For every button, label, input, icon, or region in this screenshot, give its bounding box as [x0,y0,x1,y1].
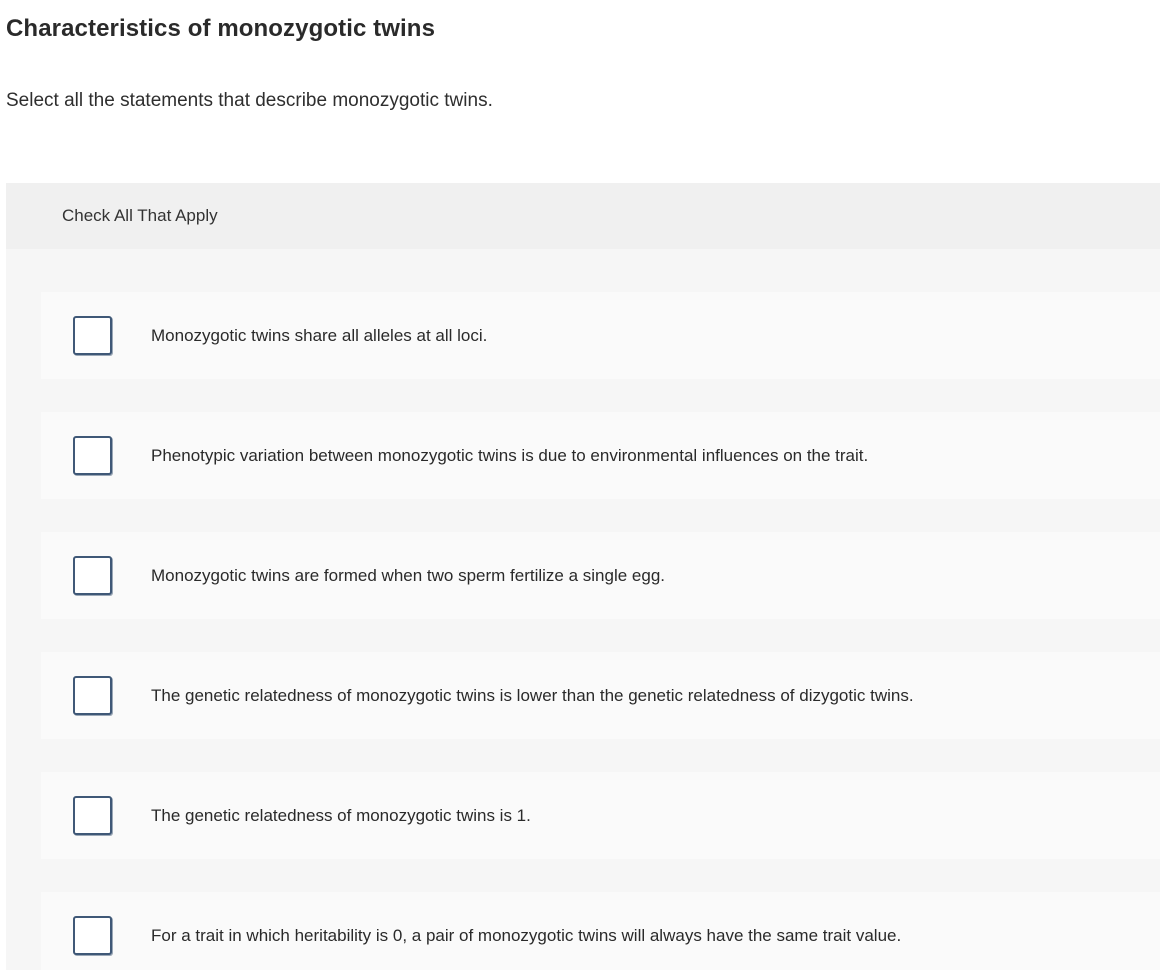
option-row-5[interactable] [41,772,1160,859]
checkbox-4[interactable] [73,676,112,715]
checkbox-1[interactable] [73,316,112,355]
option-label-2[interactable]: Phenotypic variation between monozygotic twins is due to environmental influences on the trait. [151,445,869,465]
option-label-1[interactable]: Monozygotic twins share all alleles at all loci. [151,325,488,345]
option-label-3[interactable]: Monozygotic twins are formed when two sperm fertilize a single egg. [151,565,666,585]
check-all-header: Check All That Apply [6,183,1160,249]
answer-panel [6,183,1160,970]
option-row-3[interactable] [41,532,1160,619]
option-row-1[interactable] [41,292,1160,379]
checkbox-6[interactable] [73,916,112,955]
option-row-4[interactable] [41,652,1160,739]
question-title: Characteristics of monozygotic twins [6,15,436,42]
option-label-6[interactable]: For a trait in which heritability is 0, a pair of monozygotic twins will always have the same trait value. [151,925,902,945]
checkbox-2[interactable] [73,436,112,475]
checkbox-5[interactable] [73,796,112,835]
option-label-5[interactable]: The genetic relatedness of monozygotic twins is 1. [151,805,531,825]
checkbox-3[interactable] [73,556,112,595]
option-label-4[interactable]: The genetic relatedness of monozygotic twins is lower than the genetic relatedness of dizygotic twins. [151,685,914,705]
options-list [41,292,1160,970]
option-row-2[interactable] [41,412,1160,499]
question-prompt: Select all the statements that describe monozygotic twins. [6,90,493,111]
option-row-6[interactable] [41,892,1160,970]
